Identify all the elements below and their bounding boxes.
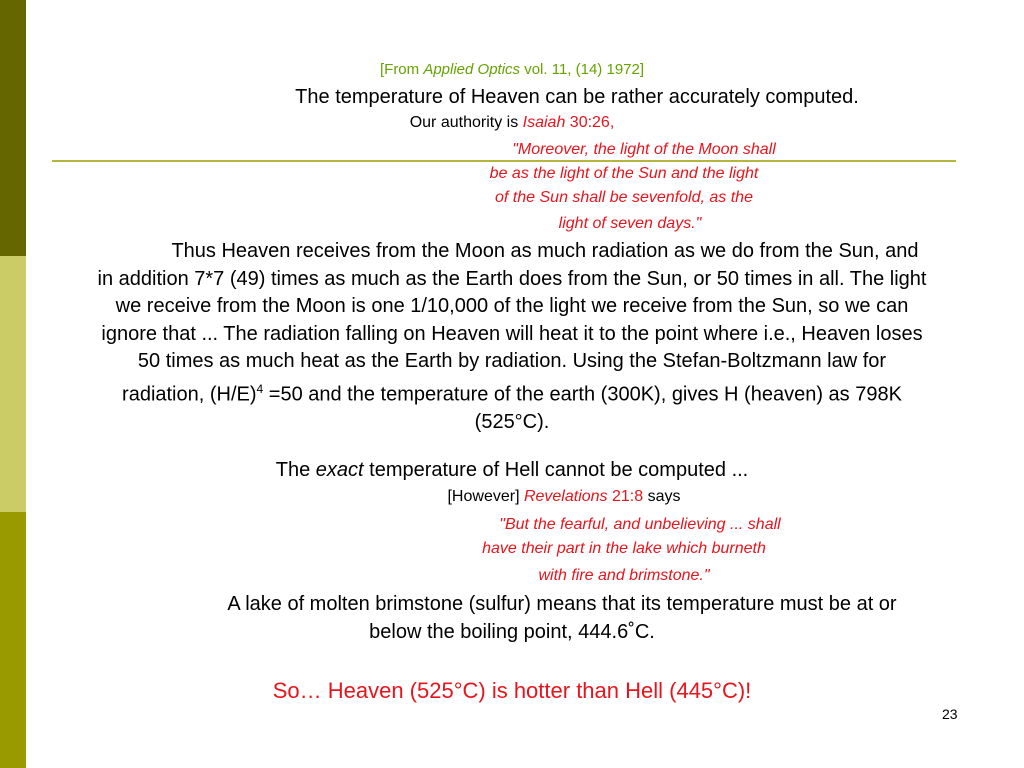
quote1-line-4: light of seven days." — [558, 215, 702, 232]
hell-rest: temperature of Hell cannot be computed ... — [363, 459, 749, 481]
quote1-line-3: of the Sun shall be sevenfold, as the — [495, 189, 753, 206]
authority-ref: 30:26, — [565, 114, 615, 131]
hell-line — [0, 459, 1024, 482]
however-prefix: [However] — [447, 488, 524, 505]
however-says: says — [643, 488, 681, 505]
hell-prefix: The — [275, 459, 316, 481]
source-citation — [0, 61, 1024, 78]
source-rest: vol. 11, (14) 1972] — [520, 61, 645, 78]
lake-line-2: below the boiling point, 444.6˚C. — [369, 621, 655, 643]
paragraph-text-end: =50 and the temperature of the earth (300K), gives H (heaven) as 798K (525°C). — [263, 383, 902, 433]
quote2-line-3: with fire and brimstone." — [538, 567, 710, 584]
however-ref: 21:8 — [607, 488, 644, 505]
lake-line-1: A lake of molten brimstone (sulfur) means that its temperature must be at or — [227, 593, 897, 615]
divider-line — [52, 160, 956, 162]
heaven-intro-line: The temperature of Heaven can be rather accurately computed. — [295, 86, 859, 108]
quote1-line-1: "Moreover, the light of the Moon shall — [512, 141, 776, 158]
hell-emphasis: exact — [315, 459, 364, 481]
quote2-line-1: "But the fearful, and unbelieving ... shall — [499, 516, 781, 533]
exponent: 4 — [256, 381, 264, 396]
authority-book: Isaiah — [522, 114, 566, 131]
heaven-calculation-paragraph — [96, 238, 928, 436]
however-book: Revelations — [523, 488, 608, 505]
source-prefix: [From — [379, 61, 424, 78]
authority-prefix: Our authority is — [409, 114, 523, 131]
conclusion: So… Heaven (525°C) is hotter than Hell (445°C)! — [272, 678, 752, 703]
authority-line — [0, 114, 1024, 132]
however-line — [0, 488, 1024, 506]
page-number: 23 — [942, 706, 958, 722]
source-journal: Applied Optics — [423, 61, 521, 78]
paragraph-text: Thus Heaven receives from the Moon as much radiation as we do from the Sun, and in addition 7*7 (49) times as much as the Earth does from the Sun, or 50 times in all. The light we receive from the Moon is one 1/10,000 of the light we receive from the Sun, so we can ignore that ... The radiation falling on Heaven will heat it to the point where i.e., Heaven loses 50 times as much heat as the Earth by radiation. Using the Stefan-Boltzmann law for radiation, (H/E) — [97, 240, 927, 406]
quote2-line-2: have their part in the lake which burneth — [482, 540, 766, 557]
quote1-line-2: be as the light of the Sun and the light — [489, 165, 759, 182]
